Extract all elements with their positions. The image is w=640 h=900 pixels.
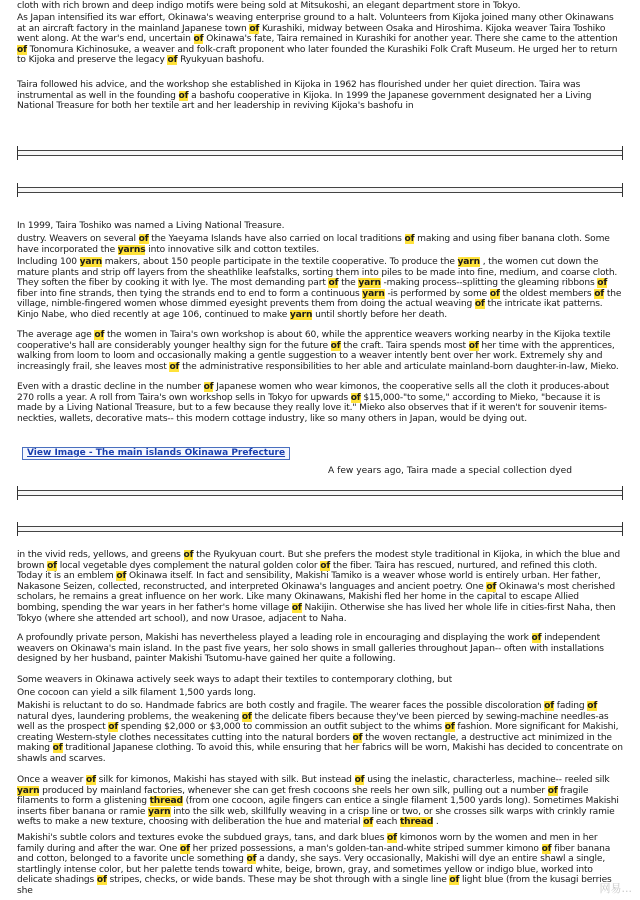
search-highlight: of bbox=[116, 571, 127, 582]
search-highlight: of bbox=[544, 701, 555, 711]
search-highlight: of bbox=[193, 34, 204, 45]
search-highlight: of bbox=[541, 843, 552, 854]
search-highlight: of bbox=[179, 843, 190, 854]
search-highlight: of bbox=[47, 560, 57, 571]
search-highlight: of bbox=[178, 90, 189, 101]
paragraph-12: One cocoon can yield a silk filament 1,500 yards long. bbox=[17, 688, 256, 698]
search-highlight: yarn bbox=[358, 278, 381, 289]
paragraph-6: Including 100 yarn makers, about 150 people participate in the textile cooperative. To produce the yarn , the women cut down the mature plants and strip off layers from the sheathlike leafstalks, sorting them into piles to be made into fine, medium, and coarse cloth. They soften the fiber by cooking it with lye. The most demanding part of the yarn -making process--splitting the gleaming ribbons of fiber into fine strands, then tying the strands end to end to form a continuous yarn -is performed by some of the oldest members of the village, nimble-fingered women whose dimmed eyesight prevents them from doing the actual weaving of the intricate ikat patterns. Kinjo Nabe, who died recently at age 106, continued to make yarn until shortly before her death. bbox=[17, 257, 622, 320]
search-highlight: yarn bbox=[79, 257, 103, 267]
paragraph-5: dustry. Weavers on several of the Yaeyama Islands have also carried on local traditions of making and using fiber banana cloth. Some have incorporated the yarns into innovative silk and cotton textiles. bbox=[17, 234, 610, 255]
search-highlight: of bbox=[320, 560, 331, 571]
search-highlight: of bbox=[486, 581, 497, 592]
search-highlight: of bbox=[203, 382, 214, 392]
search-highlight: of bbox=[249, 23, 260, 34]
search-highlight: of bbox=[404, 234, 415, 244]
view-image-link[interactable]: View Image - The main islands Okinawa Prefecture bbox=[22, 447, 290, 460]
paragraph-7: The average age of the women in Taira's own workshop is about 60, while the apprentice weavers working nearby in the Kijoka textile cooperative's hall are considerably younger healthy sign for the future of the craft. Taira spends most of her time with the apprentices, walking from loom to loom and occasionally making a gentle suggestion to a weaver intently bent over her work. Extremely shy and increasingly frail, she leaves most of the administrative responsibilities to her able and articulate mainland-born daughter-in-law, Mieko. bbox=[17, 330, 619, 372]
search-highlight: of bbox=[246, 854, 257, 865]
watermark: 网易... bbox=[599, 882, 632, 895]
search-highlight: of bbox=[594, 288, 605, 299]
search-highlight: of bbox=[489, 288, 500, 299]
search-highlight: of bbox=[474, 299, 485, 310]
search-highlight: of bbox=[85, 775, 96, 785]
paragraph-10: A profoundly private person, Makishi has nevertheless played a leading role in encouraging and displaying the work of independent weavers on Okinawa's main island. In the past five years, her solo shows in small galleries throughout Japan-- often with installations designed by her husband, painter Makishi Tsutomu-have gained her quite a following. bbox=[17, 633, 604, 665]
search-highlight: of bbox=[138, 234, 149, 244]
image-placeholder-bar bbox=[17, 187, 623, 193]
search-highlight: of bbox=[363, 817, 374, 828]
search-highlight: thread bbox=[399, 817, 434, 828]
search-highlight: of bbox=[328, 278, 339, 289]
search-highlight: of bbox=[354, 775, 365, 785]
search-highlight: of bbox=[94, 330, 105, 340]
search-highlight: yarns bbox=[117, 244, 146, 255]
image-placeholder-bar bbox=[17, 490, 623, 496]
search-highlight: of bbox=[167, 55, 178, 66]
paragraph-1: cloth with rich brown and deep indigo motifs were being sold at Mitsukoshi, an elegant department store in Tokyo. bbox=[17, 1, 521, 11]
paragraph-2: As Japan intensified its war effort, Okinawa's weaving enterprise ground to a halt. Volunteers from Kijoka joined many other Okinawans at an aircraft factory in the mainland Japanese town of Kurashiki, midway between Osaka and Hiroshima. Kijoka weaver Taira Toshiko went along. At the war's end, uncertain of Okinawa's fate, Taira remained in Kurashiki for another year. There she came to the attention of Tonomura Kichinosuke, a weaver and folk-craft proponent who later founded the Kurashiki Folk Craft Museum. He urged her to return to Kijoka and preserve the legacy of Ryukyuan bashofu. bbox=[17, 13, 618, 66]
search-highlight: of bbox=[547, 785, 558, 796]
search-highlight: of bbox=[291, 602, 302, 613]
search-highlight: of bbox=[52, 743, 63, 754]
search-highlight: of bbox=[444, 722, 455, 733]
image-placeholder-bar bbox=[17, 526, 623, 532]
search-highlight: of bbox=[241, 711, 252, 722]
search-highlight: of bbox=[468, 340, 479, 351]
search-highlight: of bbox=[587, 701, 598, 711]
search-highlight: yarn bbox=[17, 785, 40, 796]
search-highlight: of bbox=[17, 44, 27, 55]
search-highlight: yarn bbox=[457, 257, 480, 267]
paragraph-11: Some weavers in Okinawa actively seek ways to adapt their textiles to contemporary clothing, but bbox=[17, 675, 452, 685]
search-highlight: of bbox=[183, 550, 194, 560]
image-placeholder-bar bbox=[17, 150, 623, 156]
paragraph-4: In 1999, Taira Toshiko was named a Living National Treasure. bbox=[17, 221, 285, 231]
search-highlight: of bbox=[387, 833, 397, 843]
paragraph-13: Makishi is reluctant to do so. Handmade fabrics are both costly and fragile. The wearer faces the possible discoloration of fading of natural dyes, laundering problems, the weakening of the delicate fibers because they've been pierced by sewing-machine needles-as well as the prospect of spending $2,000 or $3,000 to commission an outfit subject to the whims of fashion. More significant for Makishi, creating Western-style clothes necessitates cutting into the natural borders of the woven rectangle, a destructive act minimized in the making of traditional Japanese clothing. To avoid this, while ensuring that her fabrics will be worn, Makishi has decided to concentrate on shawls and scarves. bbox=[17, 701, 623, 764]
paragraph-9: in the vivid reds, yellows, and greens of the Ryukyuan court. But she prefers the modest style traditional in Kijoka, in which the blue and brown of local vegetable dyes complement the natural golden color of the fiber. Taira has rescued, nurtured, and refined this cloth. Today it is an emblem of Okinawa itself. In fact and sensibility, Makishi Tamiko is a weaver whose world is entirely urban. Her father, Nakasone Seizen, collected, reconstructed, and interpreted Okinawa's languages and ancient poetry. One of Okinawa's most cherished scholars, he remains a great influence on her work. Like many Okinawans, Makishi fled her home in the capital to escape Allied bombing, spending the war years in her father's home village of Nakijin. Otherwise she has lived her whole life in cities-first Naha, then Tokyo (where she attended art school), and now Urasoe, adjacent to Naha. bbox=[17, 550, 620, 624]
search-highlight: of bbox=[531, 633, 542, 643]
paragraph-14: Once a weaver of silk for kimonos, Makishi has stayed with silk. But instead of using the inelastic, characterless, machine-- reeled silk yarn produced by mainland factories, whenever she can get fresh cocoons she reels her own silk, pulling out a number of fragile filaments to form a glistening thread (from one cocoon, agile fingers can entice a single filament 1,500 yards long). Sometimes Makishi inserts fiber banana or ramie yarn into the silk web, skillfully weaving in a crisp line or two, or she crosses silk warps with crinkly ramie wefts to make a new texture, choosing with deliberation the hue and material of each thread . bbox=[17, 775, 619, 828]
search-highlight: of bbox=[96, 875, 107, 886]
search-highlight: of bbox=[108, 722, 119, 733]
paragraph-3: Taira followed his advice, and the workshop she established in Kijoka in 1962 has flourished under her quiet direction. Taira was instrumental as well in the founding of a bashofu cooperative in Kijoka. In 1999 the Japanese government designated her a Living National Treasure for both her textile art and her leadership in reviving Kijoka's bashofu in bbox=[17, 80, 592, 112]
search-highlight: of bbox=[352, 732, 363, 743]
search-highlight: of bbox=[350, 392, 361, 403]
search-highlight: of bbox=[449, 875, 460, 886]
search-highlight: of bbox=[330, 340, 341, 351]
search-highlight: yarn bbox=[148, 806, 171, 817]
search-highlight: of bbox=[169, 361, 180, 372]
search-highlight: thread bbox=[149, 796, 183, 807]
search-highlight: of bbox=[597, 278, 608, 289]
paragraph-15: Makishi's subtle colors and textures evoke the subdued grays, tans, and dark blues of kimonos worn by the women and men in her family during and after the war. One of her prized possessions, a man's golden-tan-and-white striped summer kimono of fiber banana and cotton, belonged to a favorite uncle something of a dandy, she says. Very occasionally, Makishi will dye an entire shawl a single, startlingly intense color, but her palette tends toward white, beige, brown, gray, and sometimes yellow or indigo blue, worked into delicate shadings of stripes, checks, or wide bands. These may be shot through with a single line of light blue (from the kusagi berries she bbox=[17, 833, 612, 896]
caption-right: A few years ago, Taira made a special collection dyed bbox=[328, 466, 573, 476]
search-highlight: yarn bbox=[289, 309, 313, 320]
search-highlight: yarn bbox=[362, 288, 385, 299]
paragraph-8: Even with a drastic decline in the number of Japanese women who wear kimonos, the cooperative sells all the cloth it produces-about 270 rolls a year. A roll from Taira's own workshop sells in Tokyo for upwards of $15,000-"to some," according to Mieko, "because it is made by a Living National Treasure, but to a few because they really love it." Mieko also observes that if it weren't for souvenir items-neckties, wallets, decorative mats-- this modern cottage industry, like so many others in Japan, would be dying out. bbox=[17, 382, 610, 424]
